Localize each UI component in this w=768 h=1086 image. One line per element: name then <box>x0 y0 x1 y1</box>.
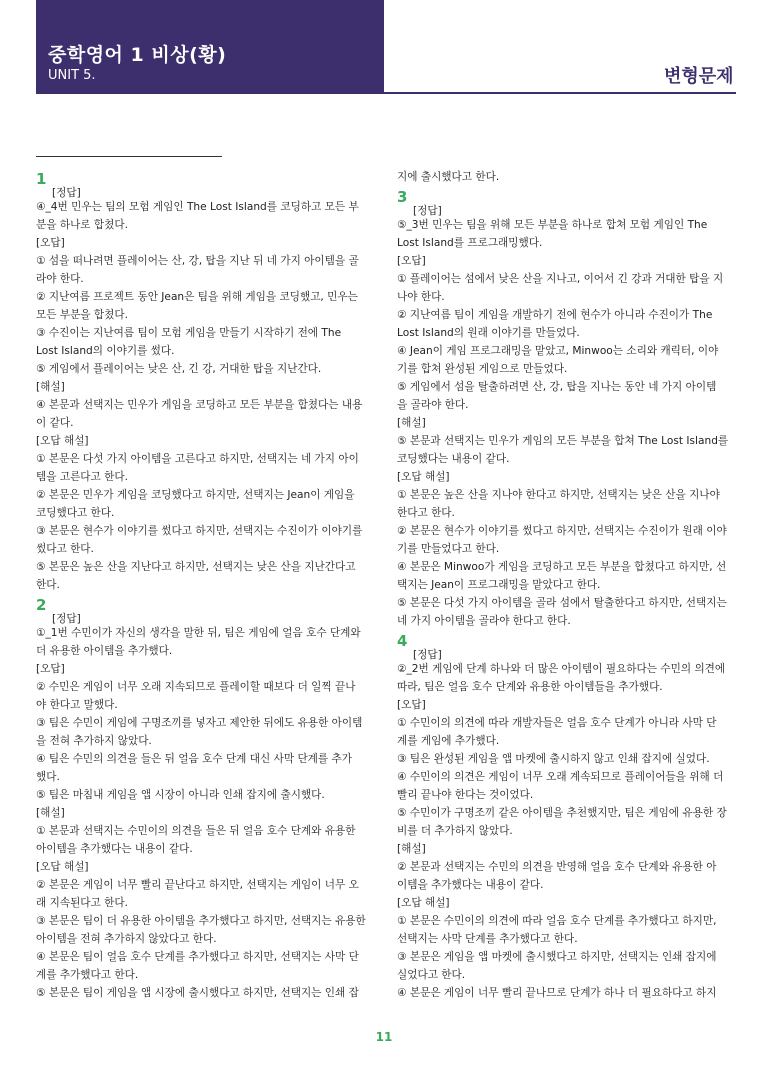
text-line: 따라, 팀은 얼음 호수 단계와 유용한 아이템들을 추가했다. <box>397 681 663 693</box>
text-line: 코딩했다는 내용이 같다. <box>397 453 510 465</box>
text-line: 아이템을 추가했다는 내용이 같다. <box>36 843 193 855</box>
text-line: ③ 팀은 완성된 게임을 앱 마켓에 출시하지 않고 인쇄 잡지에 실었다. <box>397 753 710 765</box>
text-line: [오답] <box>397 699 426 711</box>
question-number: 3 <box>397 188 408 206</box>
text-line: ④ 본문은 팀이 얼음 호수 단계를 추가했다고 하지만, 선택지는 사막 단 <box>36 951 359 963</box>
text-line: ② 본문은 게임이 너무 빨리 끝난다고 하지만, 선택지는 게임이 너무 오 <box>36 879 359 891</box>
text-line: Lost Island의 원래 이야기를 만들었다. <box>397 327 580 339</box>
text-line: ① 본문은 수민이의 의견에 따라 얼음 호수 단계를 추가했다고 하지만, <box>397 915 717 927</box>
text-line: ① 본문은 다섯 가지 아이템을 고른다고 하지만, 선택지는 네 가지 아이 <box>36 453 359 465</box>
question-number: 2 <box>36 596 47 614</box>
text-line: 선택지는 사막 단계를 추가했다고 한다. <box>397 933 578 945</box>
text-line: Lost Island의 이야기를 썼다. <box>36 345 175 357</box>
question-number: 1 <box>36 170 47 188</box>
text-line: ② 본문은 현수가 이야기를 썼다고 하지만, 선택지는 수진이가 원래 이야 <box>397 525 727 537</box>
text-line: 야 한다고 말했다. <box>36 699 118 711</box>
text-line: [해설] <box>36 807 65 819</box>
text-line: 한다. <box>36 579 60 591</box>
text-line: 을 골라야 한다. <box>397 399 469 411</box>
text-line: [오답 해설] <box>36 861 89 873</box>
text-line: 이템을 추가했다는 내용이 같다. <box>397 879 544 891</box>
text-line: [해설] <box>397 417 426 429</box>
divider <box>36 156 222 157</box>
text-line: 기를 합쳐 완성된 게임으로 만들었다. <box>397 363 568 375</box>
text-line: 했다. <box>36 771 60 783</box>
text-line: ⑤ 본문은 다섯 가지 아이템을 골라 섬에서 탈출한다고 하지만, 선택지는 <box>397 597 727 609</box>
text-line: ② 지난여름 프로젝트 동안 Jean은 팀을 위해 게임을 코딩했고, 민우는 <box>36 291 358 303</box>
question-number: 4 <box>397 632 408 650</box>
text-line: 한다고 한다. <box>397 507 455 519</box>
text-line: ① 본문과 선택지는 수민이의 의견을 들은 뒤 얼음 호수 단계와 유용한 <box>36 825 356 837</box>
text-line: [오답 해설] <box>397 897 450 909</box>
text-line: ⑤ 본문과 선택지는 민우가 게임의 모든 부분을 합쳐 The Lost Island를 <box>397 435 729 447</box>
text-line: ①_1번 수민이가 자신의 생각을 말한 뒤, 팀은 게임에 얼음 호수 단계와 <box>36 627 361 639</box>
text-line: ④ Jean이 게임 프로그래밍을 맡았고, Minwoo는 소리와 캐릭터, 이야 <box>397 345 719 357</box>
answer-label: [정답] <box>413 205 442 217</box>
text-line: 지에 출시했다고 한다. <box>397 171 500 183</box>
text-line: ⑤ 본문은 팀이 게임을 앱 시장에 출시했다고 하지만, 선택지는 인쇄 잡 <box>36 987 359 999</box>
text-line: 을 전혀 추가하지 않았다. <box>36 735 152 747</box>
text-line: ① 섬을 떠나려면 플레이어는 산, 강, 탑을 지난 뒤 네 가지 아이템을 골 <box>36 255 359 267</box>
text-line: 택지는 Jean이 프로그래밍을 맡았다고 한다. <box>397 579 601 591</box>
answer-label: [정답] <box>52 613 81 625</box>
text-line: ② 지난여름 팀이 게임을 개발하기 전에 현수가 아니라 수진이가 The <box>397 309 713 321</box>
text-line: 계를 게임에 추가했다. <box>397 735 500 747</box>
text-line: ③ 수진이는 지난여름 팀이 모험 게임을 만들기 시작하기 전에 The <box>36 327 342 339</box>
text-line: 더 유용한 아이템을 추가했다. <box>36 645 173 657</box>
text-line: 계를 추가했다고 한다. <box>36 969 139 981</box>
text-line: [오답 해설] <box>36 435 89 447</box>
text-line: ④ 본문은 게임이 너무 빨리 끝나므로 단계가 하나 더 필요하다고 하지 <box>397 987 717 999</box>
text-line: [해설] <box>397 843 426 855</box>
text-line: ① 본문은 높은 산을 지나야 한다고 하지만, 선택지는 낮은 산을 지나야 <box>397 489 720 501</box>
text-line: [오답] <box>397 255 426 267</box>
unit-label: UNIT 5. <box>48 68 96 83</box>
text-line: 아이템을 전혀 추가하지 않았다고 한다. <box>36 933 217 945</box>
text-line: ② 본문은 민우가 게임을 코딩했다고 하지만, 선택지는 Jean이 게임을 <box>36 489 355 501</box>
text-line: 코딩했다고 한다. <box>36 507 115 519</box>
text-line: ⑤ 팀은 마침내 게임을 앱 시장이 아니라 인쇄 잡지에 출시했다. <box>36 789 325 801</box>
text-line: ⑤_3번 민우는 팀을 위해 모든 부분을 하나로 합쳐 모험 게임인 The <box>397 219 708 231</box>
text-line: ④ 팀은 수민의 의견을 들은 뒤 얼음 호수 단계 대신 사막 단계를 추가 <box>36 753 352 765</box>
text-line: 이 같다. <box>36 417 74 429</box>
text-line: ③ 팀은 수민이 게임에 구명조끼를 넣자고 제안한 뒤에도 유용한 아이템 <box>36 717 363 729</box>
text-line: [오답] <box>36 237 65 249</box>
text-line: ③ 본문은 게임을 앱 마켓에 출시했다고 하지만, 선택지는 인쇄 잡지에 <box>397 951 717 963</box>
text-line: ① 플레이어는 섬에서 낮은 산을 지나고, 이어서 긴 강과 거대한 탑을 지 <box>397 273 724 285</box>
text-line: 기를 만들었다고 한다. <box>397 543 500 555</box>
question-header <box>36 168 372 198</box>
answer-label: [정답] <box>413 649 442 661</box>
text-line: ④ 수민이의 의견은 게임이 너무 오래 계속되므로 플레이어들을 위해 더 <box>397 771 724 783</box>
book-title: 중학영어 1 비상(황) <box>48 44 227 66</box>
section-label: 변형문제 <box>664 66 734 87</box>
text-line: 실었다고 한다. <box>397 969 466 981</box>
text-line: ② 수민은 게임이 너무 오래 지속되므로 플레이할 때보다 더 일찍 끝나 <box>36 681 356 693</box>
question-header <box>397 186 733 216</box>
text-line: ④_4번 민우는 팀의 모험 게임인 The Lost Island를 코딩하고 모든 부 <box>36 201 359 213</box>
text-line: ④ 본문과 선택지는 민우가 게임을 코딩하고 모든 부분을 합쳤다는 내용 <box>36 399 363 411</box>
text-line: 분을 하나로 합쳤다. <box>36 219 128 231</box>
text-line: ③ 본문은 현수가 이야기를 썼다고 하지만, 선택지는 수진이가 이야기를 <box>36 525 363 537</box>
text-line: 비를 더 추가하지 않았다. <box>397 825 513 837</box>
answer-label: [정답] <box>52 187 81 199</box>
question-header <box>397 630 733 660</box>
text-line: Lost Island를 프로그래밍했다. <box>397 237 543 249</box>
text-line: ⑤ 게임에서 섬을 탈출하려면 산, 강, 탑을 지나는 동안 네 가지 아이템 <box>397 381 717 393</box>
text-line: ① 수민이의 의견에 따라 개발자들은 얼음 호수 단계가 아니라 사막 단 <box>397 717 717 729</box>
text-line: 템을 고른다고 한다. <box>36 471 128 483</box>
question-header <box>36 594 372 624</box>
text-line: ④ 본문은 Minwoo가 게임을 코딩하고 모든 부분을 합쳤다고 하지만, 선 <box>397 561 727 573</box>
text-line: ⑤ 수민이가 구명조끼 같은 아이템을 추천했지만, 팀은 게임에 유용한 장 <box>397 807 727 819</box>
text-line: 라야 한다. <box>36 273 84 285</box>
text-line: ②_2번 게임에 단계 하나와 더 많은 아이템이 필요하다는 수민의 의견에 <box>397 663 726 675</box>
right-column <box>397 168 733 1002</box>
text-line: 나야 한다. <box>397 291 445 303</box>
text-line: 래 지속된다고 한다. <box>36 897 128 909</box>
text-line: [오답 해설] <box>397 471 450 483</box>
text-line: ⑤ 게임에서 플레이어는 낮은 산, 긴 강, 거대한 탑을 지난간다. <box>36 363 322 375</box>
page-number: 11 <box>375 1030 393 1044</box>
text-line: 빨리 끝나야 한다는 것이었다. <box>397 789 534 801</box>
text-line: ⑤ 본문은 높은 산을 지난다고 하지만, 선택지는 낮은 산을 지난간다고 <box>36 561 356 573</box>
text-line: ② 본문과 선택지는 수민의 의견을 반영해 얼음 호수 단계와 유용한 아 <box>397 861 717 873</box>
header-rule <box>384 92 736 94</box>
left-column <box>36 168 372 1002</box>
text-line: 네 가지 아이템을 골라야 한다고 한다. <box>397 615 571 627</box>
text-line: ③ 본문은 팀이 더 유용한 아이템을 추가했다고 하지만, 선택지는 유용한 <box>36 915 366 927</box>
text-line: 썼다고 한다. <box>36 543 94 555</box>
text-line: [해설] <box>36 381 65 393</box>
text-line: [오답] <box>36 663 65 675</box>
text-line: 모든 부분을 합쳤다. <box>36 309 128 321</box>
